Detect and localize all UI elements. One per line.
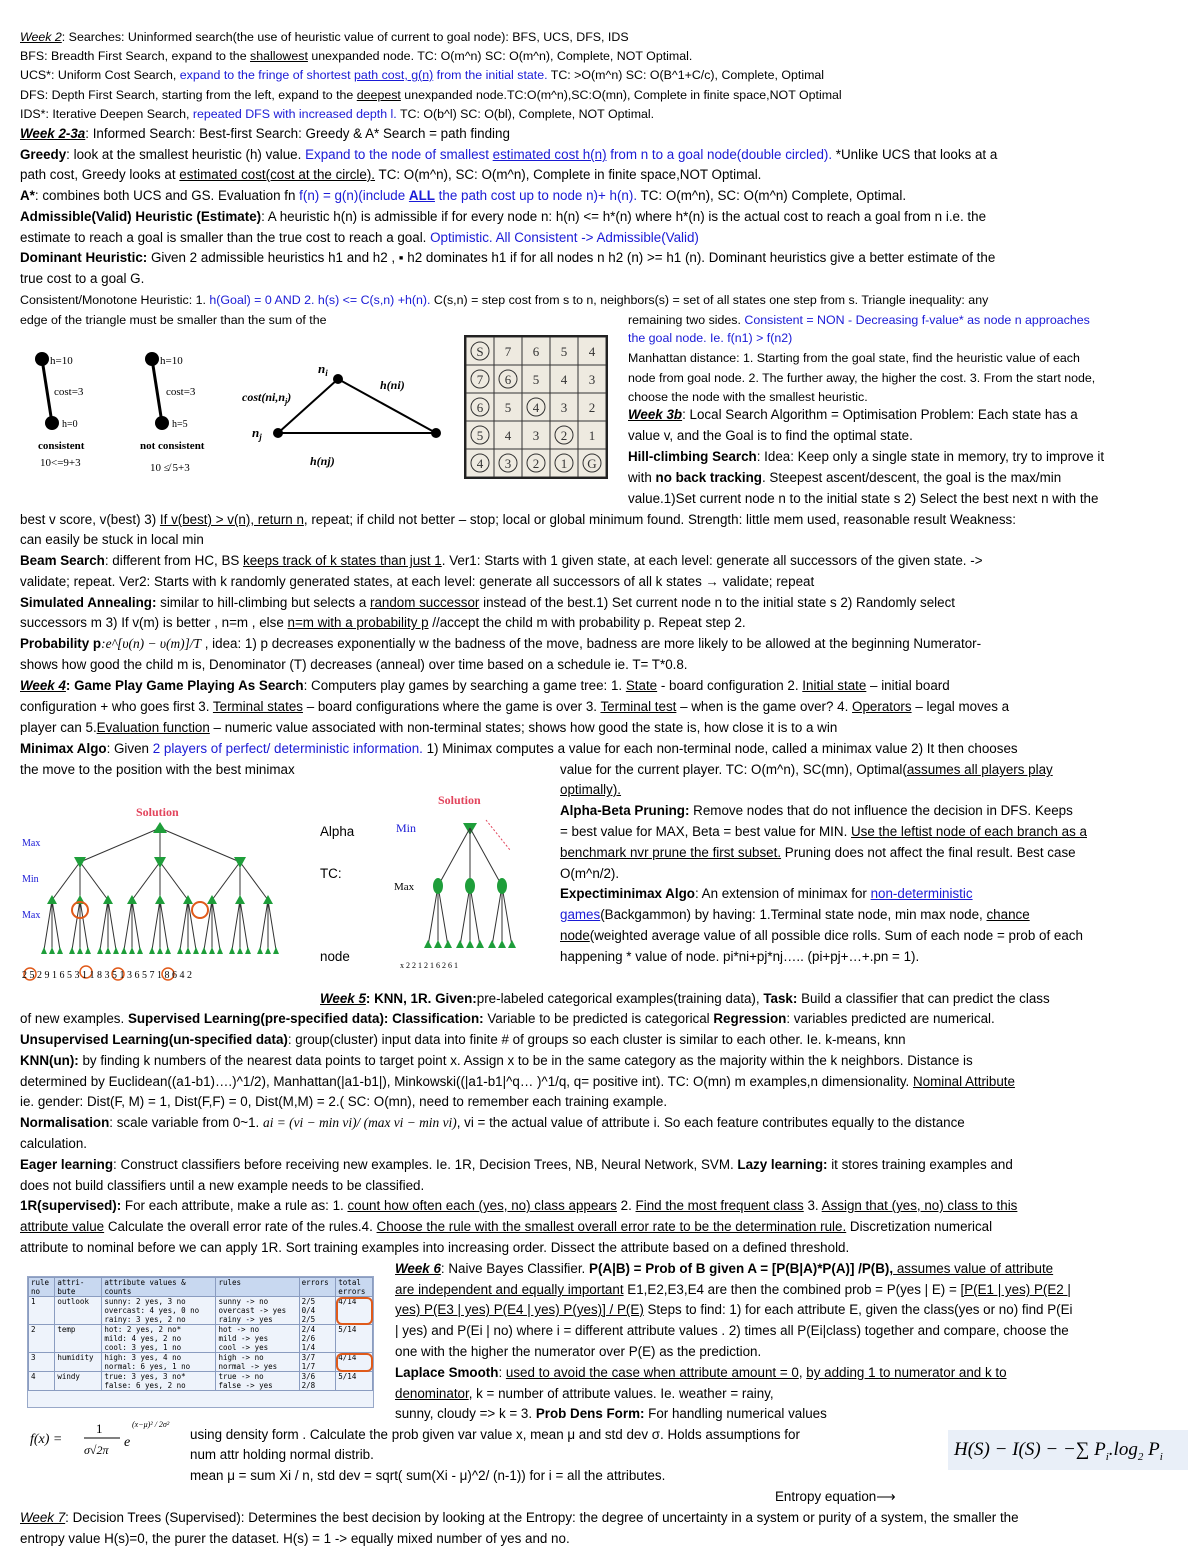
eager-learning: Eager learning: Construct classifiers before receiving new examples. Ie. 1R, Decision Trees, NB, Neural Network, SVM. Lazy learning: it stores training examples and [20,1157,1013,1172]
table-cell: 5/14 [336,1325,373,1353]
hill-climbing: Hill-climbing Search: Idea: Keep only a single state in memory, try to improve it [628,449,1105,464]
table-header-cell: attribute values & counts [102,1278,216,1297]
tree-leaf [245,947,251,954]
tree-leaf [129,947,135,954]
grid-cell: 6 [476,400,484,415]
knn-2: determined by Euclidean((a1-b1)….)^1/2), Manhattan(|a1-b1|), Minkowski((|a1-b1|^q… )^1/q, q= positive int). TC: O(mn) m examples,n dimensionality. Nominal Attribute [20,1074,1015,1089]
w23-manhattan-3: choose the node with the smallest heuristic. [628,390,868,404]
w23-consistent-3: remaining two sides. Consistent = NON - Decreasing f-value* as node n approaches [628,313,1090,327]
tree-leaf [177,947,183,954]
tree-leaf [193,947,199,954]
table-cell: windy [55,1372,102,1391]
w23-consistent: Consistent/Monotone Heuristic: 1. h(Goal) = 0 AND 2. h(s) <= C(s,n) +h(n). C(s,n) = step cost from s to n, neighbors(s) = set of all states one step from s. Triangle inequality: any [20,293,989,307]
tree-leaf [229,947,235,954]
grid-cell: 4 [560,372,568,387]
tree-node [207,895,217,904]
tree-node [497,878,507,894]
w6-line-5: one with the higher the numerator over P(E) as the prediction. [395,1344,762,1359]
a-bot-label: h=0 [62,419,78,430]
a-cost-label: cost=3 [54,386,84,398]
w3b-title: Week 3b: Local Search Algorithm = Optimisation Problem: Each state has a [628,407,1078,422]
simulated-annealing: Simulated Annealing: similar to hill-climbing but selects a random successor instead of the best.1) Set current node n to the initial state s 2) Randomly select [20,595,956,610]
grid-cell: 4 [476,456,484,471]
table-cell: sunny: 2 yes, 3 no overcast: 4 yes, 0 no rainy: 3 yes, 2 no [102,1297,216,1325]
svg-text:σ√2π: σ√2π [84,1443,109,1457]
hill-climbing-4: best v score, v(best) 3) If v(best) > v(n), return n, repeat; if child not better – stop; local or global minimum found. Strength: little mem used, reasonable result Weakness: [20,512,1016,527]
w23-admissible: Admissible(Valid) Heuristic (Estimate): A heuristic h(n) is admissible if for every node n: h(n) <= h*(n) where h*(n) is the actual cost to reach a goal from n i.e. the [20,209,987,224]
w23-manhattan-1: Manhattan distance: 1. Starting from the goal state, find the heuristic value of each [628,351,1080,365]
table-header-cell: attri- bute [55,1278,102,1297]
alpha-beta-2: = best value for MAX, Beta = best value for MIN. Use the leftist node of each branch as a [560,824,1087,839]
tree-leaf [137,947,143,954]
w5-line-2: of new examples. Supervised Learning(pre-specified data): Classification: Variable to be predicted is categorical Regression: variables predicted are numerical. [20,1011,995,1026]
w23-manhattan-2: node from goal node. 2. The further away, the higher the cost. 3. From the start node, [628,371,1096,385]
side-tc: TC: [320,866,342,881]
simulated-annealing-2: successors m 3) If v(m) is better , n=m , else n=m with a probability p //accept the child m with probability p. Repeat step 2. [20,615,746,630]
grid-cell: 1 [560,456,568,471]
svg-text:nj: $n_j$ [252,425,262,442]
grid-cell: 3 [504,456,512,471]
w23-greedy-2: path cost, Greedy looks at estimated cost(cost at the circle). TC: O(m^n), SC: O(m^n), Complete in finite space,NOT Optimal. [20,167,762,182]
svg-text:(x−μ)² / 2σ²: (x−μ)² / 2σ² [132,1420,170,1429]
grid-cell: S [476,344,484,359]
a-caption: consistent [38,440,85,452]
svg-text:2 5 2 9 1 6 5 3 1 1 8 3 5 1 3: 2 5 2 9 1 6 5 3 1 1 8 3 5 1 3 6 5 7 1 8 6 4 2 [22,970,192,981]
grid-cell: 6 [532,344,540,359]
table-cell: high -> no normal -> yes [216,1353,299,1372]
w2-title: Week 2 [20,30,62,44]
laplace-3: sunny, cloudy => k = 3. Prob Dens Form: For handling numerical values [395,1406,827,1421]
table-header-cell: rule no [29,1278,55,1297]
table-header [29,1278,373,1297]
w23-title: Week 2-3a: Informed Search: Best-first Search: Greedy & A* Search = path finding [20,126,510,141]
tree-node [465,878,475,894]
tree-node [154,857,166,868]
w7-line-2: entropy value H(s)=0, the purer the dataset. H(s) = 1 -> equally mixed number of yes and no. [20,1531,570,1546]
table-cell: 1 [29,1297,55,1325]
normalisation-2: calculation. [20,1136,87,1151]
pdf-4: mean μ = sum Xi / n, std dev = sqrt( sum(Xi - μ)^2/ (n-1)) for i = all the attributes. [190,1468,666,1483]
one-r-2: attribute value Calculate the overall error rate of the rules.4. Choose the rule with the smallest overall error rate to be the determination rule. Discretization numerical [20,1219,993,1234]
grid-cell: 4 [588,344,596,359]
tree-leaf [424,940,432,948]
minimax-tree [20,800,310,982]
w2-ids: IDS*: Iterative Deepen Search, repeated DFS with increased depth l. TC: O(b^l) SC: O(bl), Complete, NOT Optimal. [20,107,655,121]
beam-search: Beam Search: different from HC, BS keeps track of k states than just 1. Ver1: Starts with 1 given state, at each level: generate all successors of the given state. -> [20,553,983,568]
table-cell: 4/14 [336,1353,373,1372]
w4-title: Week 4: Game Play Game Playing As Search: Computers play games by searching a game tree: 1. State - board configuration 2. Initial state – initial board [20,678,950,693]
svg-text:h(ni): h(ni) [380,378,405,392]
svg-text:Min: Min [396,821,417,835]
grid-cell: 5 [504,400,512,415]
alpha-beta-tree [392,790,552,972]
laplace: Laplace Smooth: used to avoid the case when attribute amount = 0, by adding 1 to numerator and k to [395,1365,1007,1380]
entropy-label: Entropy equation⟶ [775,1489,896,1504]
a-top-label: h=10 [50,355,73,367]
grid-cell: 3 [588,372,596,387]
tree-leaf [476,940,484,948]
hill-climbing-3: value.1)Set current node n to the initial state s 2) Select the best next n with the [628,491,1099,506]
tree-leaf [105,947,111,954]
tree-leaf [77,947,83,954]
svg-text:cost=3: cost=3 [166,386,196,398]
probability: Probability p:e^[υ(n) − υ(m)]/T , idea: 1) p decreases exponentially w the badness of the move, badness are more likely to be allowed at the beginning Numerator- [20,636,982,651]
pdf-3: num attr holding normal distrib. [190,1447,374,1462]
tree-node [155,895,165,904]
table-header-cell: total errors [336,1278,373,1297]
table-cell: high: 3 yes, 4 no normal: 6 yes, 1 no [102,1353,216,1372]
tree-leaf [217,947,223,954]
w23-consistent-4: the goal node. Ie. f(n1) > f(n2) [628,331,793,345]
lazy-learning-2: does not build classifiers until a new example needs to be classified. [20,1178,425,1193]
beam-search-2: validate; repeat. Ver2: Starts with k randomly generated states, at each level: generate all successors of all k states → validate; repeat [20,574,815,589]
alpha-beta-3: benchmark nvr prune the first subset. Pruning does not affect the final result. Best case [560,845,1076,860]
tree-node [183,895,193,904]
minimax-3: value for the current player. TC: O(m^n), SC(mn), Optimal(assumes all players play [560,762,1053,777]
expectiminimax-3: node(weighted average value of all possible dice rolls. Sum of each node = prob of each [560,928,1083,943]
w4-line-3: player can 5.Evaluation function – numeric value associated with non-terminal states; shows how good the state is, how close it is to a win [20,720,838,735]
svg-text:cost(ni,nj): $\cos t(ni,n_j)$ [242,390,292,406]
highlight-circle [192,902,208,918]
tree-leaf [113,947,119,954]
table-row [29,1297,373,1325]
tree-node [153,822,167,833]
pdf-2: using density form . Calculate the prob given var value x, mean μ and std dev σ. Holds assumptions for [190,1427,800,1442]
expectiminimax-4: happening * value of node. pi*ni+pj*nj….. (pi+pj+…+.pn = 1). [560,949,920,964]
tree-node [235,895,245,904]
table-cell: 3/7 1/7 [299,1353,336,1372]
a-eq: 10<=9+3 [40,457,81,469]
probability-2: shows how good the child m is, Denominator (T) decreases (anneal) over time based on a schedule ie. T= T*0.8. [20,657,688,672]
tree-leaf [488,940,496,948]
grid-cell: 5 [532,372,540,387]
table-header-cell: rules [216,1278,299,1297]
node-a-top [35,352,49,366]
grid-cell: 2 [532,456,540,471]
table-cell: true -> no false -> yes [216,1372,299,1391]
tree-leaf [57,947,63,954]
minimax-4: optimally). [560,782,622,797]
one-r-table [27,1276,374,1408]
w6-line-4: | yes) and P(Ei | no) where i = different attribute values . 2) times all P(Ei|class) together and compare, choose the [395,1323,1069,1338]
table-cell: 2/5 0/4 2/5 [299,1297,336,1325]
svg-text:1: 1 [96,1421,103,1436]
table-cell: 2 [29,1325,55,1353]
grid-cell: 7 [504,344,512,359]
tree-leaf [508,940,516,948]
tree-leaf [41,947,47,954]
tree-leaf [69,947,75,954]
svg-text:h=5: h=5 [172,419,188,430]
minimax-2: the move to the position with the best minimax [20,762,295,777]
w23-astar: A*: combines both UCS and GS. Evaluation fn f(n) = g(n)(include ALL the path cost up to node n)+ h(n). TC: O(m^n), SC: O(m^n) Complete, Optimal. [20,188,907,203]
table-cell: 2/4 2/6 1/4 [299,1325,336,1353]
svg-text:Max: Max [22,910,41,921]
w2-ucs: UCS*: Uniform Cost Search, expand to the fringe of shortest path cost, g(n) from the initial state. TC: >O(m^n) SC: O(B^1+C/c), Complete, Optimal [20,68,825,82]
tree-node [127,895,137,904]
table-cell: sunny -> no overcast -> yes rainy -> yes [216,1297,299,1325]
svg-text:h=10: h=10 [160,355,183,367]
table-cell: temp [55,1325,102,1353]
tree-leaf [466,940,474,948]
w5-title: Week 5: KNN, 1R. Given:pre-labeled categorical examples(training data), Task: Build a classifier that can predict the class [320,991,1050,1006]
tree-leaf [273,947,279,954]
grid-cell: 6 [504,372,512,387]
tree-leaf [237,947,243,954]
svg-text:not consistent: not consistent [140,440,205,452]
side-alpha: Alpha [320,824,355,839]
tree-leaf [444,940,452,948]
laplace-2: denominator, k = number of attribute values. Ie. weather = rainy, [395,1386,774,1401]
w6-title: Week 6: Naive Bayes Classifier. P(A|B) = Prob of B given A = [P(B|A)*P(A)] /P(B), assumes value of attribute [395,1261,1054,1276]
knn-3: ie. gender: Dist(F, M) = 1, Dist(F,F) = 0, Dist(M,M) = 2.( SC: O(mn), need to remember each training example. [20,1094,668,1109]
table-cell: 3 [29,1353,55,1372]
grid-cell: 4 [504,428,512,443]
svg-text:f(x) =: f(x) = [30,1432,63,1447]
expectiminimax-2: games(Backgammon) by having: 1.Terminal state node, min max node, chance [560,907,1030,922]
tree-leaf [265,947,271,954]
tree-leaf [498,940,506,948]
w2-line-1: Week 2: Searches: Uninformed search(the use of heuristic value of current to goal node): BFS, UCS, DFS, IDS [20,30,629,44]
tree-leaf [85,947,91,954]
svg-text:Max: Max [22,838,41,849]
grid-cell: 5 [476,428,484,443]
table-cell: 3/6 2/8 [299,1372,336,1391]
w6-line-3: yes) P(E3 | yes) P(E4 | yes) P(yes)] / P(E) Steps to find: 1) for each attribute E, given the class(yes or no) find P(Ei [395,1302,1073,1317]
minimax: Minimax Algo: Given 2 players of perfect/ deterministic information. 1) Minimax computes a value for each non-terminal node, called a minimax value 2) It then chooses [20,741,1018,756]
grid-cell: 4 [532,400,540,415]
tree-leaf [201,947,207,954]
table-row [29,1353,373,1372]
gaussian-formula [28,1405,188,1465]
grid-cell: 3 [532,428,540,443]
grid-cell: 3 [560,400,568,415]
w3b-line-2: value v, and the Goal is to find the optimal state. [628,428,913,443]
svg-text:10 ≰ 5+3: 10 ≰ 5+3 [150,462,190,474]
grid-cell: 7 [476,372,484,387]
w23-consistent-2: edge of the triangle must be smaller than the sum of the [20,313,327,327]
tree-leaf [121,947,127,954]
tree-leaf [185,947,191,954]
w23-dominant-2: true cost to a goal G. [20,271,145,286]
tree-leaf [165,947,171,954]
entropy-equation: H(S) − I(S) − −∑ $P_i.\log_2$ $P_i$ [948,1430,1188,1470]
w23-greedy: Greedy: look at the smallest heuristic (h) value. Expand to the node of smallest estimated cost h(n) from n to a goal node(double circled). *Unlike UCS that looks at a [20,147,998,162]
svg-text:Solution: Solution [438,793,481,807]
w6-line-2: are independent and equally important E1,E2,E3,E4 are then the combined prob = P(yes | E) = [P(E1 | yes) P(E2 | [395,1282,1071,1297]
consistency-figure [20,345,460,475]
svg-text:ni: $n_i$ [318,361,328,378]
grid-cell: 5 [560,344,568,359]
normalisation: Normalisation: scale variable from 0~1. ai = (vi − min vi)/ (max vi − min vi), vi = the actual value of attribute i. So each feature contributes equally to the distance [20,1115,965,1130]
tree-leaf [456,940,464,948]
w5-unsupervised: Unsupervised Learning(un-specified data): group(cluster) input data into finite # of groups so each cluster is similar to each other. Ie. k-means, knn [20,1032,906,1047]
w4-line-2: configuration + who goes first 3. Terminal states – board configurations where the game is over 3. Terminal test – when is the game over? 4. Operators – legal moves a [20,699,1010,714]
svg-text:e: e [124,1435,131,1450]
side-node: node [320,949,350,964]
table-cell: true: 3 yes, 3 no* false: 6 yes, 2 no [102,1372,216,1391]
alpha-beta: Alpha-Beta Pruning: Remove nodes that do not influence the decision in DFS. Keeps [560,803,1073,818]
w2-bfs: BFS: Breadth First Search, expand to the shallowest unexpanded node. TC: O(m^n) SC: O(m^n), Complete, NOT Optimal. [20,49,693,63]
grid-cell: G [587,456,597,471]
tree-node [433,878,443,894]
expectiminimax: Expectiminimax Algo: An extension of minimax for non-deterministic [560,886,973,901]
svg-text:Solution: Solution [136,805,179,819]
w2-dfs: DFS: Depth First Search, starting from the left, expand to the deepest unexpanded node.TC:O(m^n),SC:O(mn), Complete in finite space,NOT Optimal [20,88,842,102]
table-row [29,1372,373,1391]
hill-climbing-2: with no back tracking. Steepest ascent/descent, the goal is the max/min [628,470,1062,485]
tree-leaf [49,947,55,954]
svg-text:Min: Min [22,874,39,885]
tree-leaf [149,947,155,954]
tree-node [234,857,246,868]
grid-cell: 1 [588,428,596,443]
w23-admissible-2: estimate to reach a goal is smaller than the true cost to reach a goal. Optimistic. All Consistent -> Admissible(Valid) [20,230,699,245]
table-cell: outlook [55,1297,102,1325]
hill-climbing-5: can easily be stuck in local min [20,532,204,547]
node-a-bot [45,416,59,430]
w7-title: Week 7: Decision Trees (Supervised): Determines the best decision by looking at the Entropy: the degree of uncertainty in a system or purity of a system, the smaller the [20,1510,1019,1525]
tree-leaf [157,947,163,954]
knn: KNN(un): by finding k numbers of the nearest data points to target point x. Assign x to be in the same category as the majority within the k neighbors. Distance is [20,1053,973,1068]
tree-leaf [257,947,263,954]
svg-text:h(nj): h(nj) [310,454,335,468]
node-b-top [145,352,159,366]
tree-node [263,895,273,904]
table-header-cell: errors [299,1278,336,1297]
tree-node [47,895,57,904]
table-cell: hot: 2 yes, 2 no* mild: 4 yes, 2 no cool: 3 yes, 1 no [102,1325,216,1353]
table-row [29,1325,373,1353]
table-cell: hot -> no mild -> yes cool -> yes [216,1325,299,1353]
one-r: 1R(supervised): For each attribute, make a rule as: 1. count how often each (yes, no) class appears 2. Find the most frequent class 3. Assign that (yes, no) class to this [20,1198,1018,1213]
alpha-beta-4: O(m^n/2). [560,866,620,881]
manhattan-grid [464,335,608,479]
svg-text:Max: Max [394,881,415,893]
table-cell: 4/14 [336,1297,373,1325]
table-cell: 5/14 [336,1372,373,1391]
node-b-bot [155,416,169,430]
tree-leaf [209,947,215,954]
table-cell: humidity [55,1353,102,1372]
grid-cell: 2 [560,428,568,443]
tree-leaf [434,940,442,948]
tree-node [74,857,86,868]
svg-text:x 2 2 1 2 1 6 2 6 1: x 2 2 1 2 1 6 2 6 1 [400,961,458,970]
grid-cell: 2 [588,400,596,415]
tree-node [103,895,113,904]
one-r-3: attribute to nominal before we can apply 1R. Sort training examples into increasing order. Dissect the attribute based on a defined threshold. [20,1240,850,1255]
w23-dominant: Dominant Heuristic: Given 2 admissible heuristics h1 and h2 , ▪ h2 dominates h1 if for all nodes n h2 (n) >= h1 (n). Dominant heuristics give a better estimate of the [20,250,996,265]
table-cell: 4 [29,1372,55,1391]
tree-leaf [97,947,103,954]
